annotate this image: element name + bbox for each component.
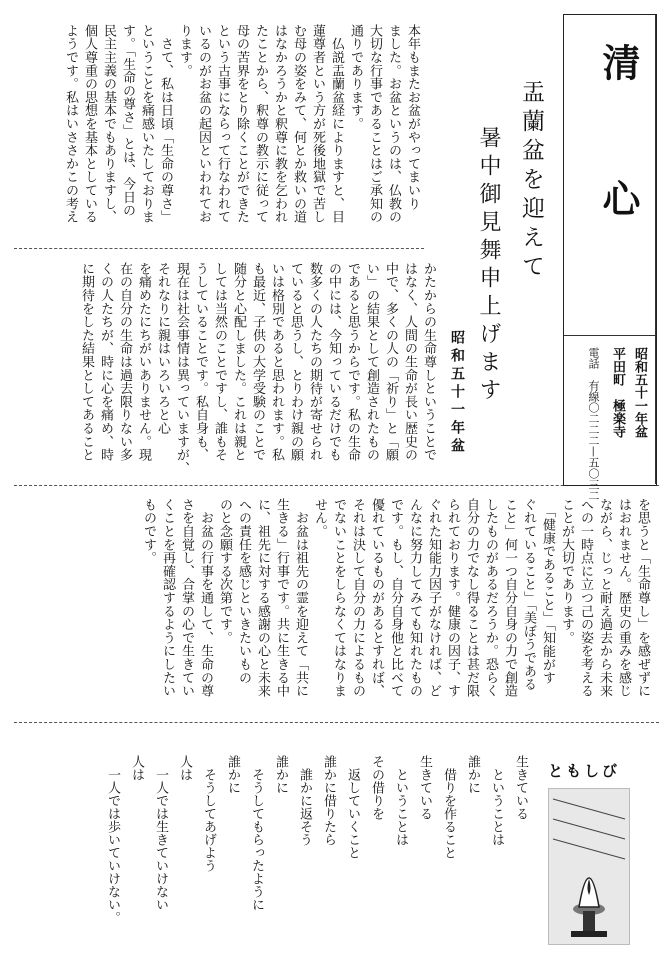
article-middle-block: かたからの生命尊しということで はなく、人間の生命が長い歴史の 中で、多くの人の「祈り」と「願 い」の結果として創造されたもの であると思うからです。私の生命 の中には、今知っているだけでも 数多くの人たちの期待が寄せられ ていると思うし、とりわけ親の願 いは格別であると思われます。私 も最近、子供の大学受験のことで 随分と心配しました。これは親と しては当然のことですし、誰もそ うしていることです。私自身も、 現在は社会事情は異っていますが、 それなりに親はいろいろと心 を痛めたにちがいありません。現 在の自分の生命は過去限りない多 くの人たちが、時に心を痛め、時 に期待をした結果としてあること <box>79 262 436 475</box>
masthead-info-3: 電話 有線〇二二二—五〇三二 <box>587 347 600 501</box>
article-bottom-block: を思うと「生命尊し」を感ぜずに はおれません。歴史の重みを感じ ながら、じっと耐え過去から未来 への一時点に立つ己の姿を考える ことが大切であります。 「健康であること」「知能がす ぐれていること」「美ぼうである こと」何一つ自分自身の力で創造 したものがあるだろうか。恐らく 自分の力でなし得ることは甚だ限 られております。健康の因子、す ぐれた知能力因子がなければ、ど んなに努力してみても知れたもの です。もし、自分自身他と比べて 優れているものがあるとすれば、 それは決して自分の力によるもの でないことをしらなくてはなりま せん。 お盆は祖先の霊を迎えて「共に 生きる」行事です。共に生きる中 に、祖先に対する感謝の心と未来 への責任を感じといきたいもの のと念願する次第です。 お盆の行事を通して、生命の尊 さを自覚し、合掌の心で生きてい くことを再確認するようにしたい ものです。 <box>141 498 650 698</box>
headline-subtitle: 暑中御見舞申上げます <box>476 126 501 406</box>
masthead-info-1: 昭和五十一年盆 <box>632 347 647 438</box>
masthead-info-2: 平田町 極楽寺 <box>610 347 625 438</box>
headline-date: 昭和五十一年盆 <box>449 330 465 456</box>
masthead-title: 清 心 <box>596 43 641 247</box>
column-poem: 生きている ということは 誰かに 借りを作ること 生きている ということは その借りを 返していくこと 誰かに借りたら 誰かに返そう 誰かに そうしてもらったように 誰かに そうしてあげよう 人は 一人では生きていけない 人は 一人では歩いていけない。 <box>105 755 528 924</box>
article-top-block: 本年もまたお盆がやってまいり ました。お盆というのは、仏教の 大切な行事であることはご承知の 通りであります。 仏説盂蘭盆経によりますと、目 蓮尊者という方が死後地獄で苦し む母の姿をみて、何とか救いの道 はなかろうかと釈尊に教を乞われ たことから、釈尊の教示に従って 母の苦界をとり除くことができた という古事にならって行なわれて いるのがお盆の起因といわれてお ります。 さて、私は日頃「生命の尊さ」 ということを痛感いたしておりま す。「生命の尊さ」とは、今日の 民主主義の基本でもありますし、 個人尊重の思想を基本としている ようです。私はいささかこの考え <box>63 24 420 224</box>
lamp-illustration <box>548 788 630 945</box>
section-divider-1 <box>14 248 424 249</box>
section-divider-3 <box>14 722 659 723</box>
masthead-divider <box>564 335 656 336</box>
headline-title: 盂蘭盆を迎えて <box>518 80 544 283</box>
column-title: ともしび <box>548 762 621 780</box>
masthead-box <box>563 14 657 501</box>
